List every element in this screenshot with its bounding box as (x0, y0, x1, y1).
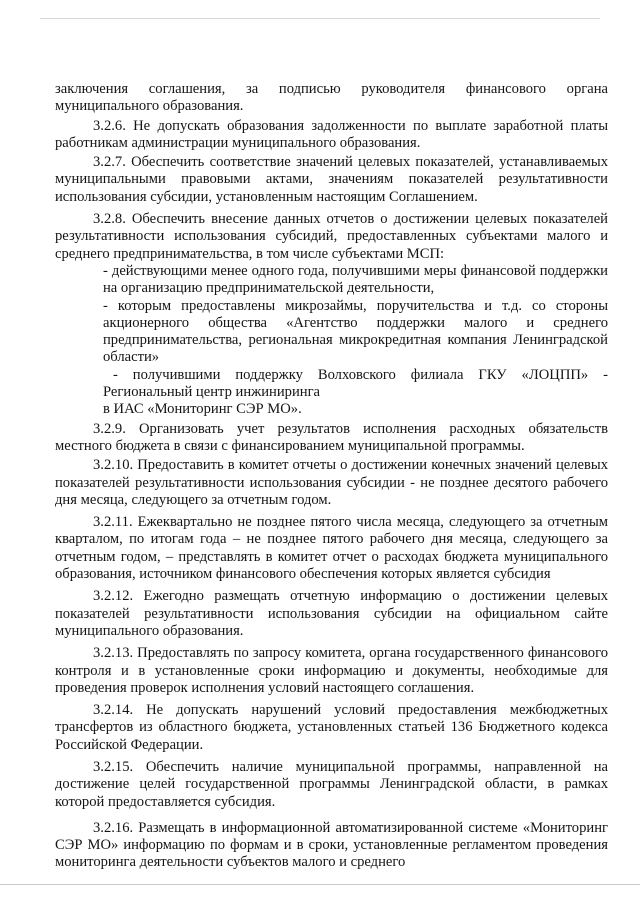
scan-edge-top (40, 18, 600, 19)
clause-3-2-6: 3.2.6. Не допускать образования задолженности по выплате заработной платы работникам администрации муниципального образования. (55, 117, 608, 151)
clause-3-2-8: 3.2.8. Обеспечить внесение данных отчетов о достижении целевых показателей результативности использования субсидий, предоставленных субъектами малого и среднего предпринимательства, в том числе субъектами МСП: (55, 211, 608, 262)
list-item: - получившими поддержку Волховского филиала ГКУ «ЛОЦПП» - Региональный центр инжиниринга (103, 366, 608, 401)
clause-3-2-10: 3.2.10. Предоставить в комитет отчеты о достижении конечных значений целевых показателей результативности использования субсидии - не позднее десятого рабочего дня месяца, следующего за отчетным годом. (55, 457, 608, 508)
clause-3-2-11: 3.2.11. Ежеквартально не позднее пятого числа месяца, следующего за отчетным кварталом, по итогам года – не позднее пятого рабочего дня месяца, следующего за отчетным годом, – представлять в комитет отчет о расходах бюджета муниципального образования, источником финансового обеспечения которых является субсидия (55, 514, 608, 583)
scan-edge-bottom (0, 884, 640, 885)
paragraph-continuation: заключения соглашения, за подписью руководителя финансового органа муниципального образования. (55, 81, 608, 115)
list-item: - которым предоставлены микрозаймы, поручительства и т.д. со стороны акционерного общества «Агентство поддержки малого и среднего предпринимательства, региональная микрокредитная компания Ленинградской области» (103, 297, 608, 366)
clause-3-2-7: 3.2.7. Обеспечить соответствие значений целевых показателей, устанавливаемых муниципальными правовыми актами, значениям показателей результативности использования субсидии, установленным настоящим Соглашением. (55, 154, 608, 205)
clause-3-2-13: 3.2.13. Предоставлять по запросу комитета, органа государственного финансового контроля и в установленные сроки информацию и документы, необходимые для проведения проверок исполнения условий настоящего соглашения. (55, 645, 608, 696)
clause-3-2-9: 3.2.9. Организовать учет результатов исполнения расходных обязательств местного бюджета в связи с финансированием муниципальной программы. (55, 420, 608, 454)
clause-3-2-15: 3.2.15. Обеспечить наличие муниципальной программы, направленной на достижение целей государственной программы Ленинградской области, в рамках которой предоставляется субсидия. (55, 758, 608, 810)
document-body (55, 81, 608, 872)
list-item-target-system: в ИАС «Мониторинг СЭР МО». (103, 401, 302, 418)
clause-3-2-14: 3.2.14. Не допускать нарушений условий предоставления межбюджетных трансфертов из областного бюджета, установленных статьей 136 Бюджетного кодекса Российской Федерации. (55, 702, 608, 753)
clause-3-2-12: 3.2.12. Ежегодно размещать отчетную информацию о достижении целевых показателей результативности использования субсидии на официальном сайте муниципального образования. (55, 588, 608, 639)
clause-3-2-16: 3.2.16. Размещать в информационной автоматизированной системе «Мониторинг СЭР МО» информацию по формам и в сроки, установленные регламентом проведения мониторинга деятельности субъектов малого и среднего (55, 819, 608, 871)
list-item: - действующими менее одного года, получившими меры финансовой поддержки на организацию предпринимательской деятельности, (103, 262, 608, 297)
